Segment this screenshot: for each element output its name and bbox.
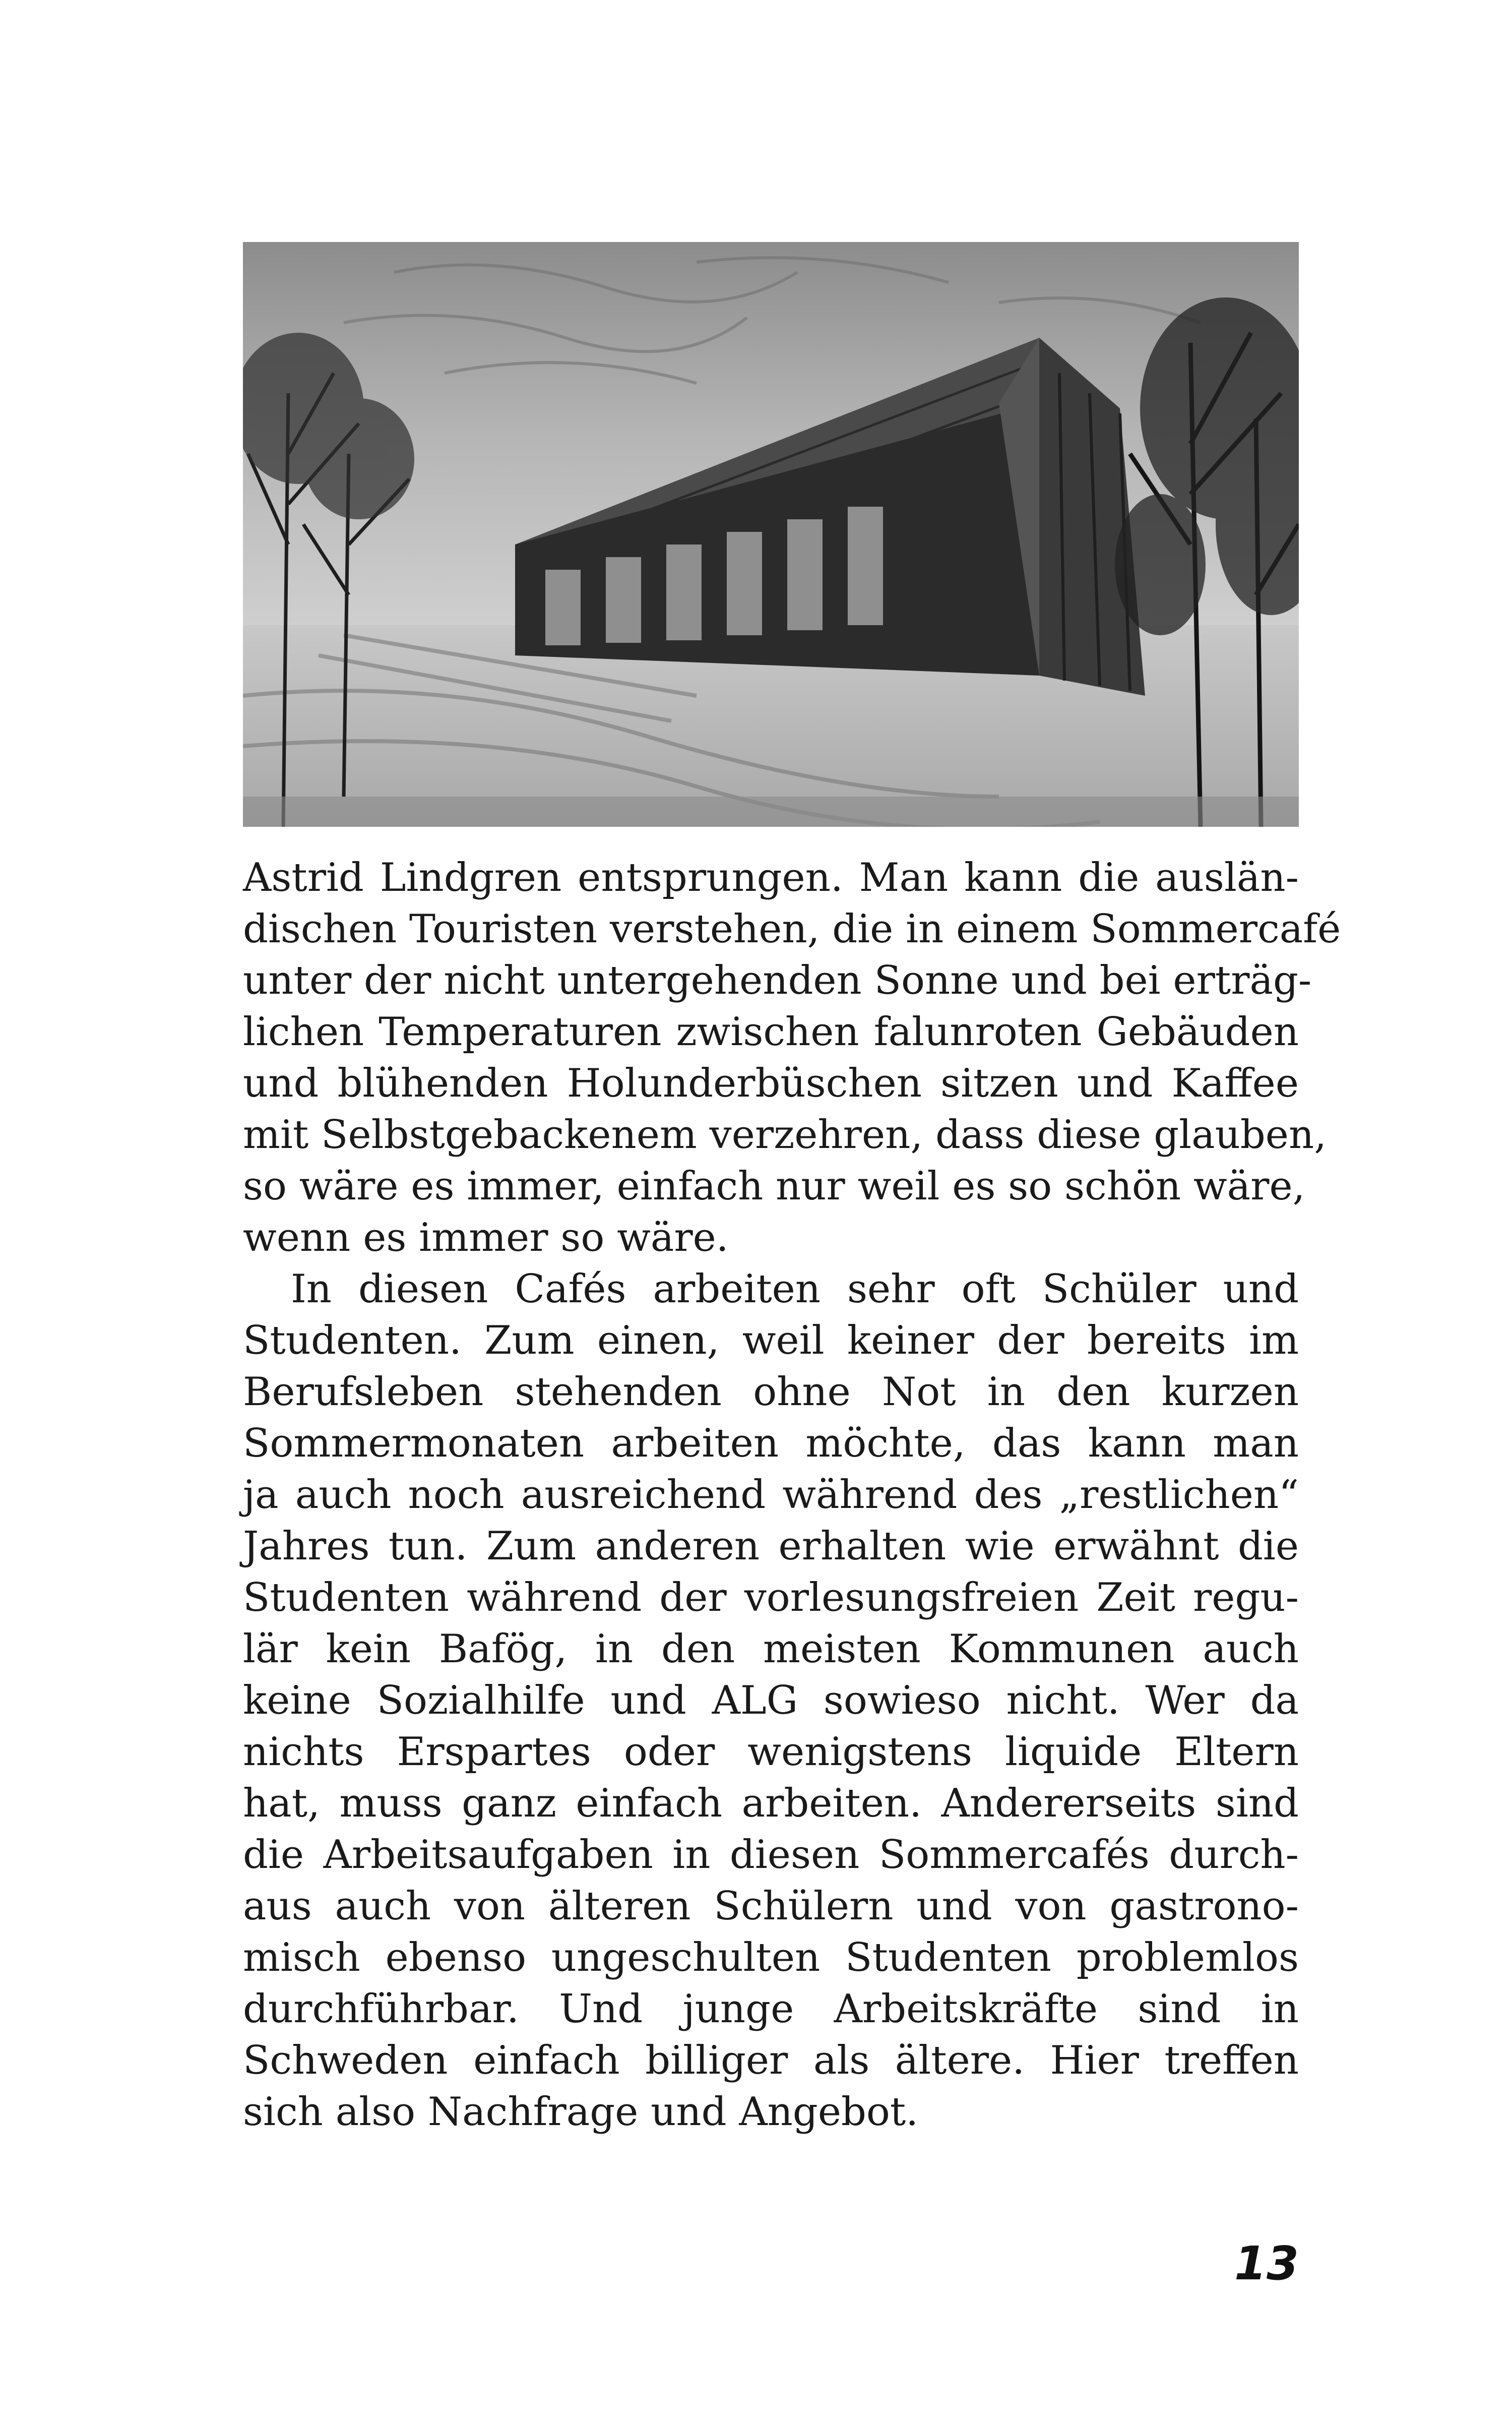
text-line: ja auch noch ausreichend während des „restlichen“ (243, 1472, 1299, 1518)
text-line: so wäre es immer, einfach nur weil es so schön wäre, (243, 1164, 1305, 1209)
text-line: unter der nicht untergehenden Sonne und bei erträg- (243, 958, 1312, 1003)
paragraph-1 (243, 852, 1341, 1263)
text-line: die Arbeitsaufgaben in diesen Sommercafés durch- (243, 1832, 1299, 1878)
page-number: 13 (1234, 2236, 1299, 2290)
text-line: misch ebenso ungeschulten Studenten problemlos (243, 1935, 1299, 1980)
text-line: durchführbar. Und junge Arbeitskräfte sind in (243, 1986, 1299, 2032)
text-line: Studenten während der vorlesungsfreien Zeit regu- (243, 1575, 1299, 1620)
body-text (243, 852, 1341, 2138)
text-line: In diesen Cafés arbeiten sehr oft Schüler und (291, 1266, 1299, 1312)
text-line: aus auch von älteren Schülern und von gastrono- (243, 1884, 1299, 1929)
text-line: Astrid Lindgren entsprungen. Man kann die auslän- (243, 855, 1299, 900)
text-line: Sommermonaten arbeiten möchte, das kann man (243, 1421, 1299, 1466)
text-line: lär kein Bafög, in den meisten Kommunen auch (243, 1626, 1299, 1672)
text-line: lichen Temperaturen zwischen falunroten Gebäuden (243, 1009, 1299, 1055)
text-line: keine Sozialhilfe und ALG sowieso nicht. Wer da (243, 1678, 1299, 1723)
paragraph-2 (243, 1263, 1299, 2138)
text-line: dischen Touristen verstehen, die in einem Sommercafé (243, 906, 1341, 952)
text-line: Schweden einfach billiger als ältere. Hier treffen (243, 2038, 1299, 2083)
text-line: wenn es immer so wäre. (243, 1215, 729, 1260)
text-line: hat, muss ganz einfach arbeiten. Andererseits sind (243, 1781, 1299, 1826)
text-line: sich also Nachfrage und Angebot. (243, 2089, 919, 2135)
text-line: und blühenden Holunderbüschen sitzen und Kaffee (243, 1061, 1299, 1106)
text-line: Studenten. Zum einen, weil keiner der bereits im (243, 1318, 1299, 1363)
barn-sketch-icon (243, 242, 1299, 827)
barn-illustration (243, 242, 1299, 827)
text-line: Jahres tun. Zum anderen erhalten wie erwähnt die (243, 1524, 1299, 1569)
text-line: nichts Erspartes oder wenigstens liquide Eltern (243, 1729, 1299, 1775)
text-line: Berufsleben stehenden ohne Not in den kurzen (243, 1369, 1299, 1415)
text-line: mit Selbstgebackenem verzehren, dass diese glauben, (243, 1112, 1327, 1158)
